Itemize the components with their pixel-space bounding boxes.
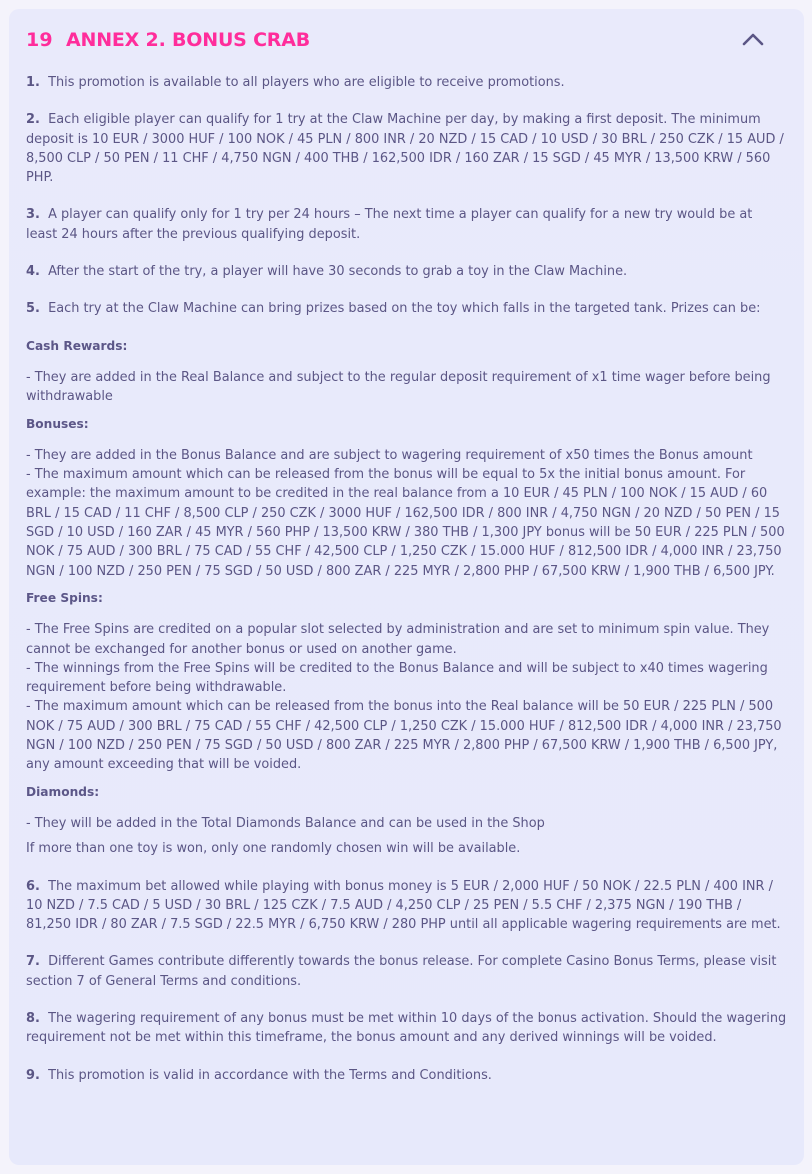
item-number: 9. — [26, 1067, 40, 1083]
list-item — [26, 262, 787, 281]
item-number: 7. — [26, 954, 40, 970]
item-number: 8. — [26, 1010, 40, 1026]
item-text: A player can qualify only for 1 try per 24 hours – The next time a player can qualify for a new try would be at least 24 hours after the previous qualifying deposit. — [26, 207, 753, 242]
item-number: 1. — [26, 75, 40, 90]
item-number: 5. — [26, 301, 40, 317]
section-title: ANNEX 2. BONUS CRAB — [66, 29, 311, 51]
subheading-diamonds: Diamonds: — [26, 784, 100, 799]
subheading-free-spins: Free Spins: — [26, 590, 103, 605]
section-number: 19 — [26, 29, 53, 51]
item-number: 2. — [26, 112, 40, 128]
subheading-bonuses: Bonuses: — [26, 416, 89, 431]
item-text: Each eligible player can qualify for 1 try at the Claw Machine per day, by making a first deposit. The minimum deposit is 10 EUR / 3000 HUF / 100 NOK / 45 PLN / 800 INR / 20 NZD / 15 CAD / 10 USD / 30 BRL / 250 CZK / 15 AUD / 8,500 CLP / 50 PEN / 11 CHF / 4,750 NGN / 400 THB / 162,500 IDR / 160 ZAR / 15 SGD / 45 MYR / 13,500 KRW / 560 PHP. — [26, 112, 784, 186]
section-content — [26, 73, 787, 1085]
list-item — [26, 110, 787, 187]
paragraph: If more than one toy is won, only one randomly chosen win will be available. — [26, 841, 521, 857]
list-item — [26, 73, 787, 92]
list-item — [26, 952, 787, 991]
item-text: Different Games contribute differently towards the bonus release. For complete Casino Bonus Terms, please visit section 7 of General Terms and conditions. — [26, 954, 777, 989]
paragraph: - The Free Spins are credited on a popular slot selected by administration and are set to minimum spin value. They cannot be exchanged for another bonus or used on another game. — [26, 622, 770, 657]
item-number: 3. — [26, 207, 40, 223]
paragraph: - The maximum amount which can be released from the bonus into the Real balance will be 50 EUR / 225 PLN / 500 NOK / 75 AUD / 300 BRL / 75 CAD / 55 CHF / 42,500 CLP / 1,250 CZK / 15.000 HUF / 812,500 IDR / 4,000 INR / 23,750 NGN / 100 NZD / 250 PEN / 75 SGD / 50 USD / 800 ZAR / 225 MYR / 2,800 PHP / 67,500 KRW / 1,900 THB / 6,500 JPY, any amount exceeding that will be voided. — [26, 699, 782, 773]
item-text: This promotion is valid in accordance with the Terms and Conditions. — [48, 1067, 492, 1083]
paragraph: - They are added in the Real Balance and subject to the regular deposit requirement of x1 time wager before being withdrawable — [26, 369, 771, 405]
item-number: 6. — [26, 878, 40, 894]
terms-card — [9, 9, 804, 1165]
paragraph: - They are added in the Bonus Balance and are subject to wagering requirement of x50 times the Bonus amount — [26, 447, 753, 463]
paragraph: - The maximum amount which can be released from the bonus will be equal to 5x the initial bonus amount. For example: the maximum amount to be credited in the real balance from a 10 EUR / 45 PLN / 100 NOK / 15 AUD / 60 BRL / 15 CAD / 11 CHF / 8,500 CLP / 250 CZK / 3000 HUF / 162,500 IDR / 800 INR / 4,750 NGN / 20 NZD / 50 PEN / 15 SGD / 10 USD / 160 ZAR / 45 MYR / 560 PHP / 13,500 KRW / 380 THB / 1,300 JPY bonus will be 50 EUR / 225 PLN / 500 NOK / 75 AUD / 300 BRL / 75 CAD / 55 CHF / 42,500 CLP / 1,250 CZK / 15.000 HUF / 812,500 IDR / 4,000 INR / 23,750 NGN / 100 NZD / 250 PEN / 75 SGD / 50 USD / 800 ZAR / 225 MYR / 2,800 PHP / 67,500 KRW / 1,900 THB / 6,500 JPY. — [26, 467, 785, 579]
list-item — [26, 205, 787, 244]
list-item — [26, 1066, 787, 1085]
list-item — [26, 1009, 787, 1048]
list-item — [26, 299, 787, 318]
chevron-up-icon[interactable] — [742, 31, 764, 47]
paragraph: - They will be added in the Total Diamonds Balance and can be used in the Shop — [26, 815, 545, 831]
list-item — [26, 877, 787, 935]
section-header[interactable] — [26, 9, 787, 73]
item-text: The wagering requirement of any bonus must be met within 10 days of the bonus activation. Should the wagering requirement not be met within this timeframe, the bonus amount and any derived winnings will be voided. — [26, 1010, 787, 1046]
subheading-cash-rewards: Cash Rewards: — [26, 338, 128, 353]
item-number: 4. — [26, 264, 40, 280]
item-text: After the start of the try, a player will have 30 seconds to grab a toy in the Claw Machine. — [48, 264, 628, 280]
item-text: The maximum bet allowed while playing with bonus money is 5 EUR / 2,000 HUF / 50 NOK / 22.5 PLN / 400 INR / 10 NZD / 7.5 CAD / 5 USD / 30 BRL / 125 CZK / 7.5 AUD / 4,250 CLP / 25 PEN / 5.5 CHF / 2,375 NGN / 190 THB / 81,250 IDR / 80 ZAR / 7.5 SGD / 22.5 MYR / 6,750 KRW / 280 PHP until all applicable wagering requirements are met. — [26, 878, 781, 933]
item-text: Each try at the Claw Machine can bring prizes based on the toy which falls in the targeted tank. Prizes can be: — [48, 301, 761, 317]
paragraph: - The winnings from the Free Spins will be credited to the Bonus Balance and will be subject to x40 times wagering requirement before being withdrawable. — [26, 660, 768, 696]
item-text: This promotion is available to all players who are eligible to receive promotions. — [48, 75, 565, 90]
